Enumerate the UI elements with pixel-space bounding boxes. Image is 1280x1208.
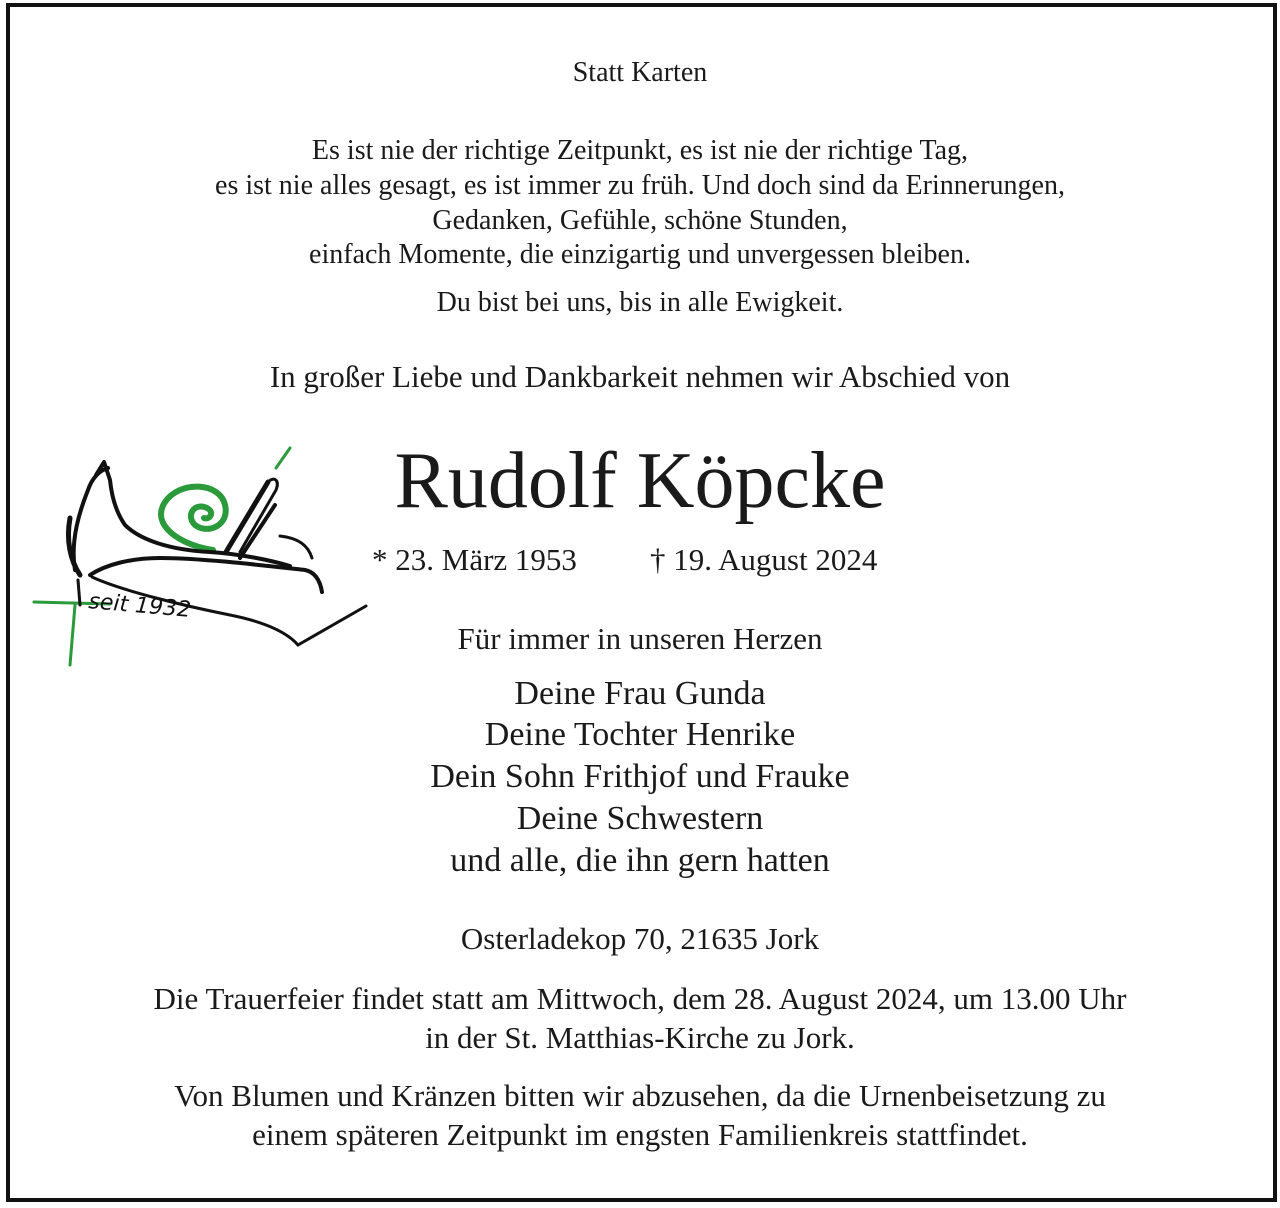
poem-line: Gedanken, Gefühle, schöne Stunden, — [432, 205, 848, 236]
notice-line: einem späteren Zeitpunkt im engsten Familienkreis stattfindet. — [252, 1117, 1028, 1152]
deceased-name: Rudolf Köpcke — [394, 437, 886, 525]
logo-stroke — [78, 580, 80, 605]
logo-stroke — [280, 536, 312, 558]
intro-text: Statt Karten — [572, 57, 708, 88]
service-line: Die Trauerfeier findet statt am Mittwoch, dem 28. August 2024, um 13.00 Uhr — [153, 981, 1127, 1016]
logo-stroke — [74, 468, 108, 570]
poem-closing: Du bist bei uns, bis in alle Ewigkeit. — [436, 287, 844, 318]
announcement-text: In großer Liebe und Dankbarkeit nehmen wir Abschied von — [269, 359, 1011, 394]
mourner-line: Deine Schwestern — [516, 800, 764, 837]
logo-curl — [161, 487, 226, 550]
motto-text: Für immer in unseren Herzen — [457, 621, 823, 656]
logo-stroke — [298, 606, 366, 645]
logo-crossline — [70, 605, 75, 665]
mourner-line: Dein Sohn Frithjof und Frauke — [430, 758, 850, 795]
mourner-line: Deine Tochter Henrike — [484, 716, 796, 753]
hand-plane-icon — [30, 440, 375, 675]
poem-line: Es ist nie der richtige Zeitpunkt, es ist nie der richtige Tag, — [311, 135, 969, 166]
logo-crossline — [276, 448, 290, 468]
logo-stroke — [240, 505, 275, 558]
address-text: Osterladekop 70, 21635 Jork — [460, 921, 820, 956]
birth-date: * 23. März 1953 — [372, 542, 577, 577]
service-line: in der St. Matthias-Kirche zu Jork. — [425, 1020, 855, 1055]
logo-text: seit 1932 — [87, 589, 192, 623]
death-date: † 19. August 2024 — [650, 542, 878, 577]
mourner-line: Deine Frau Gunda — [514, 675, 766, 712]
poem-line: einfach Momente, die einzigartig und unvergessen bleiben. — [309, 239, 971, 270]
poem-line: es ist nie alles gesagt, es ist immer zu früh. Und doch sind da Erinnerungen, — [215, 170, 1065, 201]
notice-line: Von Blumen und Kränzen bitten wir abzusehen, da die Urnenbeisetzung zu — [174, 1078, 1106, 1113]
mourner-line: und alle, die ihn gern hatten — [450, 842, 830, 879]
